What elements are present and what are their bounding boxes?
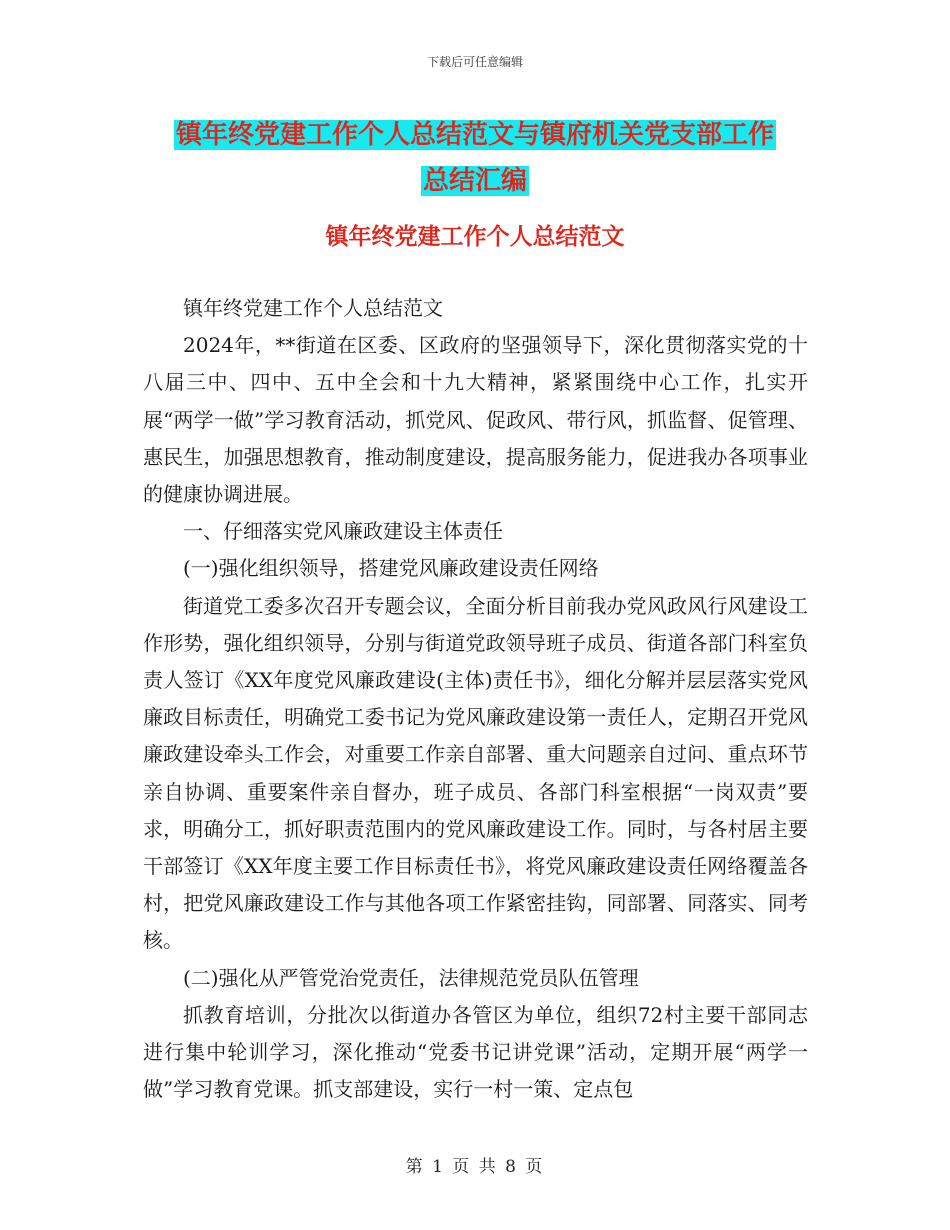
paragraph: 街道党工委多次召开专题会议，全面分析目前我办党风政风行风建设工作形势，强化组织领导，分别与街道党政领导班子成员、街道各部门科室负责人签订《XX年度党风廉政建设(主体)责任书》，细化分解并层层落实党风廉政目标责任，明确党工委书记为党风廉政建设第一责任人，定期召开党风廉政建设牵头工作会，对重要工作亲自部署、重大问题亲自过问、重点环节亲自协调、重要案件亲自督办，班子成员、各部门科室根据“一岗双责”要求，明确分工，抓好职责范围内的党风廉政建设工作。同时，与各村居主要干部签订《XX年度主要工作目标责任书》，将党风廉政建设责任网络覆盖各村，把党风廉政建设工作与其他各项工作紧密挂钩，同部署、同落实、同考核。 xyxy=(143,593,808,953)
document-body xyxy=(143,290,808,1108)
paragraph: 镇年终党建工作个人总结范文 xyxy=(183,296,443,320)
paragraph: (一)强化组织领导，搭建党风廉政建设责任网络 xyxy=(183,556,599,581)
section-title: 镇年终党建工作个人总结范文 xyxy=(325,224,625,250)
title-line-2: 总结汇编 xyxy=(422,166,527,196)
paragraph: 抓教育培训，分批次以街道办各管区为单位，组织72村主要干部同志进行集中轮训学习，深化推动“党委书记讲党课”活动，定期开展“两学一做”学习教育党课。抓支部建设，实行一村一策、定点包 xyxy=(143,1002,808,1102)
page-footer-number: 第 1 页 共 8 页 xyxy=(405,1157,545,1177)
paragraph: 2024年，**街道在区委、区政府的坚强领导下，深化贯彻落实党的十八届三中、四中、五中全会和十九大精神，紧紧围绕中心工作，扎实开展“两学一做”学习教育活动，抓党风、促政风、带行风，抓监督、促管理、惠民生，加强思想教育，推动制度建设，提高服务能力，促进我办各项事业的健康协调进展。 xyxy=(143,333,808,507)
document-title xyxy=(0,112,950,204)
paragraph: (二)强化从严管党治党责任，法律规范党员队伍管理 xyxy=(183,965,639,990)
title-line-1: 镇年终党建工作个人总结范文与镇府机关党支部工作 xyxy=(175,120,774,150)
paragraph: 一、仔细落实党风廉政建设主体责任 xyxy=(183,519,503,544)
page-header-note: 下载后可任意编辑 xyxy=(426,55,523,69)
